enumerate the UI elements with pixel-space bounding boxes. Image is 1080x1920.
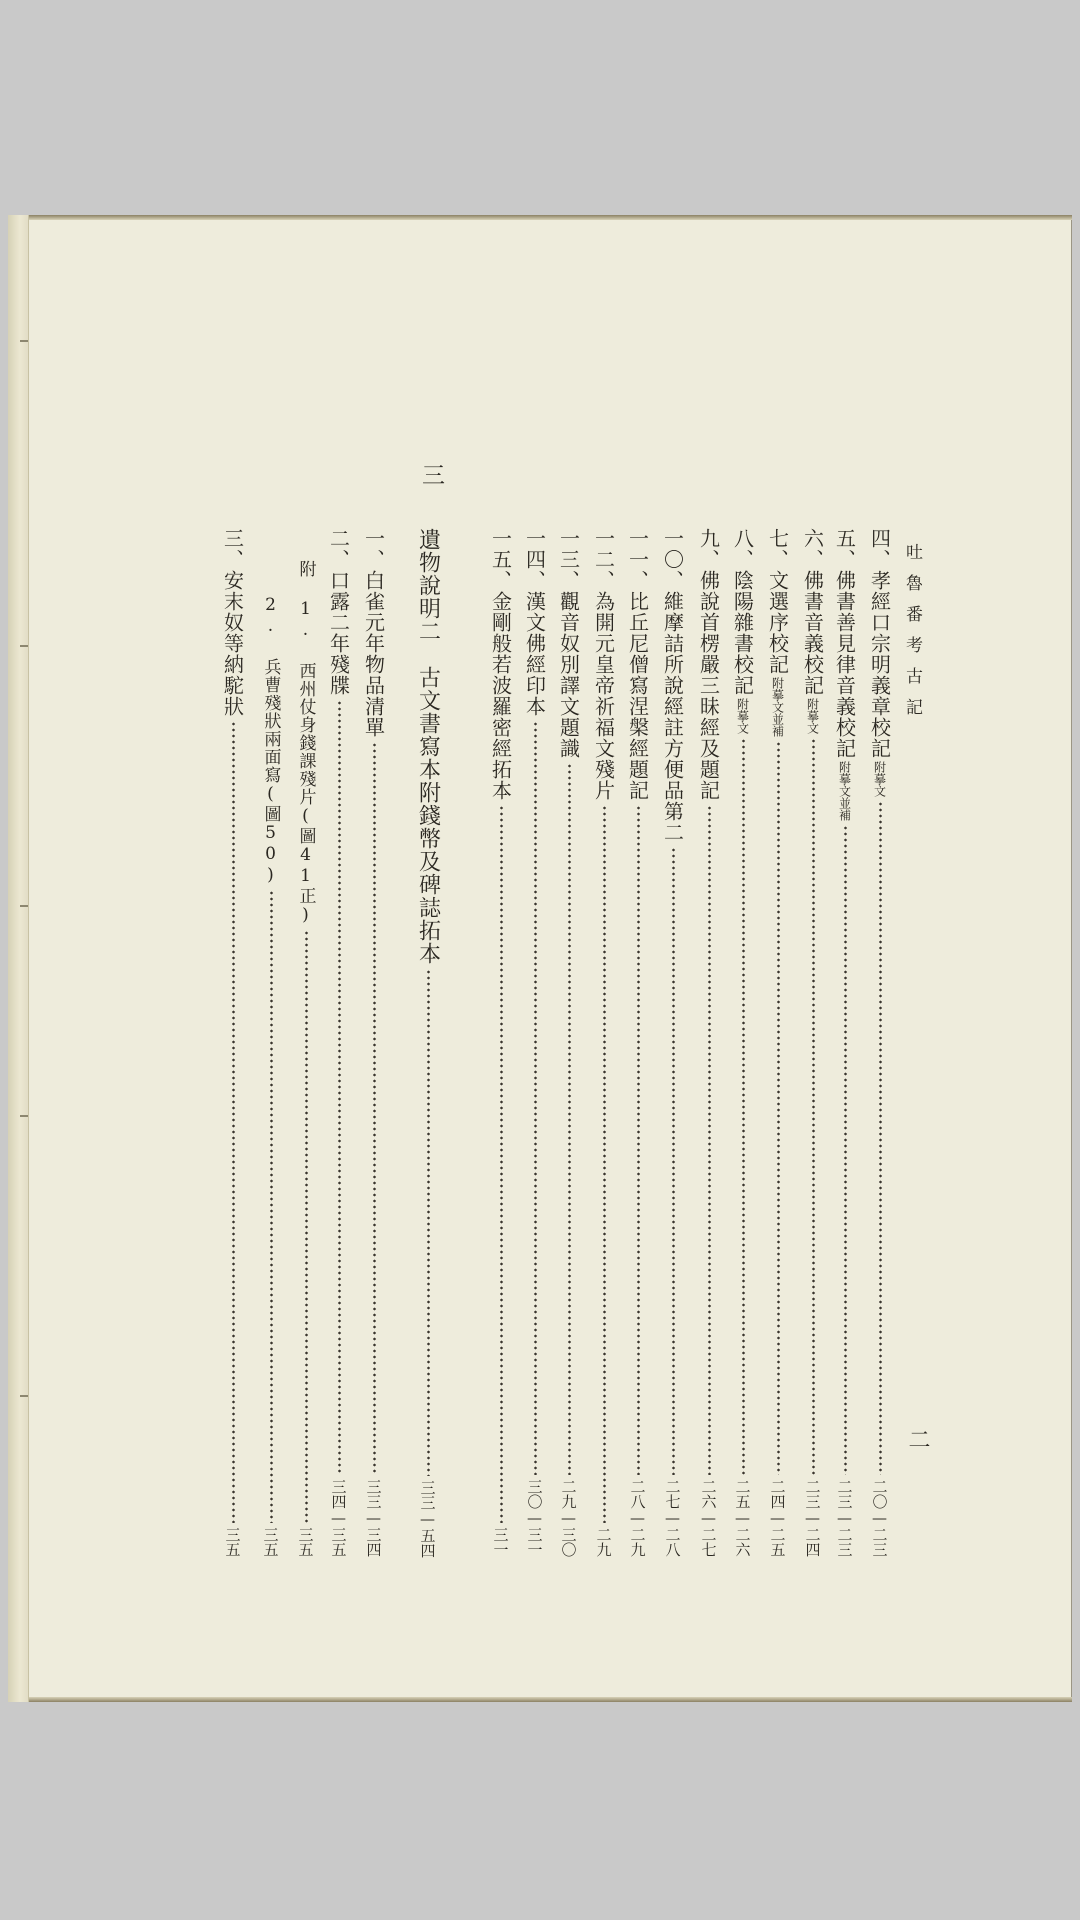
toc-entry-page: 二四—二五 [768,1479,787,1557]
toc-entry-page: 二九 [594,1527,613,1557]
toc-entry-page: 三五 [261,1527,280,1557]
toc-entry-page: 二七—二八 [663,1479,682,1557]
leader-dots [603,805,606,1523]
toc-entry [326,528,352,1557]
toc-entry [867,528,893,1557]
toc-entry-title: 五、佛書善見律音義校記 [832,528,857,759]
page-spine [8,215,29,1702]
toc-entry-note: 附摹文 [872,761,887,797]
margin-tick [20,340,28,342]
toc-entry-title: 2. 兵曹殘狀兩面寫(圖50) [260,595,281,886]
leader-dots [812,738,815,1475]
toc-entry-page: 三五 [223,1527,242,1557]
leader-dots [844,825,847,1475]
margin-tick [20,1115,28,1117]
toc-entry [625,528,651,1557]
toc-entry [293,560,319,1557]
toc-entry-page: 三一 [491,1527,510,1557]
leader-dots [534,721,537,1475]
toc-entry-title: 一五、金剛般若波羅密經拓本 [488,528,513,801]
toc-entry-page: 三三—三四 [364,1479,383,1557]
toc-entry-note: 附摹文並補 [837,761,852,821]
section-title: 遺物說明二 古文書寫本附錢幣及碑誌拓本 [415,528,441,965]
leader-dots [879,801,882,1475]
leader-dots [777,741,780,1475]
section-page: 三三—五四 [418,1480,437,1558]
running-head: 吐魯番考古記 [902,543,922,729]
toc-entry-title: 四、孝經口宗明義章校記 [867,528,892,759]
section-heading [415,528,441,1558]
toc-entry-page: 二〇—二三 [870,1479,889,1557]
toc-entry-title: 一〇、維摩詰所說經註方便品第二 [660,528,685,843]
toc-entry-page: 三四—三五 [329,1479,348,1557]
toc-entry-note: 附摹文並補 [770,677,785,737]
leader-dots [672,847,675,1475]
toc-entry [488,528,514,1557]
toc-entry-title: 一、白雀元年物品清單 [361,528,386,738]
toc-entry [522,528,548,1557]
leader-dots [270,890,273,1523]
toc-entry [696,528,722,1557]
toc-entry-page: 二六—二七 [699,1479,718,1557]
leader-dots [568,763,571,1475]
toc-entry-title: 六、佛書音義校記 [800,528,825,696]
toc-entry-title: 一四、漢文佛經印本 [522,528,547,717]
toc-entry-note: 附摹文 [735,698,750,734]
toc-entry [556,528,582,1557]
toc-entry-title: 一二、為開元皇帝祈福文殘片 [591,528,616,801]
leader-dots [373,742,376,1475]
toc-entry [832,528,858,1557]
toc-entry-title: 二、口露二年殘牒 [326,528,351,696]
margin-tick [20,905,28,907]
toc-entry [361,528,387,1557]
toc-entry-page: 二八—二九 [628,1479,647,1557]
toc-entry-title: 三、安末奴等納駝狀 [220,528,245,717]
toc-entry [591,528,617,1557]
leader-dots [500,805,503,1523]
toc-entry-note: 附摹文 [805,698,820,734]
toc-entry-page: 二五—二六 [733,1479,752,1557]
leader-dots [708,805,711,1475]
leader-dots [232,721,235,1523]
toc-entry [730,528,756,1557]
toc-entry-title: 一一、比丘尼僧寫涅槃經題記 [625,528,650,801]
book-page [8,215,1072,1702]
toc-entry-page: 二三—二四 [803,1479,822,1557]
page-number: 二 [905,1428,930,1450]
leader-dots [338,700,341,1475]
leader-dots [427,969,430,1476]
page-bottom-edge [8,1697,1072,1702]
margin-tick [20,1395,28,1397]
toc-entry [765,528,791,1557]
toc-entry-title: 八、陰陽雜書校記 [730,528,755,696]
toc-entry [660,528,686,1557]
leader-dots [742,738,745,1475]
leader-dots [637,805,640,1475]
toc-entry-page: 三〇—三一 [525,1479,544,1557]
toc-entry-title: 一三、觀音奴別譯文題識 [556,528,581,759]
toc-entry [800,528,826,1557]
toc-entry [220,528,246,1557]
page-top-edge [8,215,1072,220]
toc-entry-title: 九、佛說首楞嚴三昧經及題記 [696,528,721,801]
toc-entry-title: 七、文選序校記 [765,528,790,675]
toc-entry-page: 二九—三〇 [559,1479,578,1557]
toc-entry-page: 三五 [296,1527,315,1557]
toc-entry [258,595,284,1557]
toc-entry-page: 二三—二三 [835,1479,854,1557]
leader-dots [305,930,308,1523]
section-number: 三 [418,463,444,486]
toc-entry-title: 附 1. 西州仗身錢課殘片(圖41正) [295,560,316,926]
margin-tick [20,645,28,647]
